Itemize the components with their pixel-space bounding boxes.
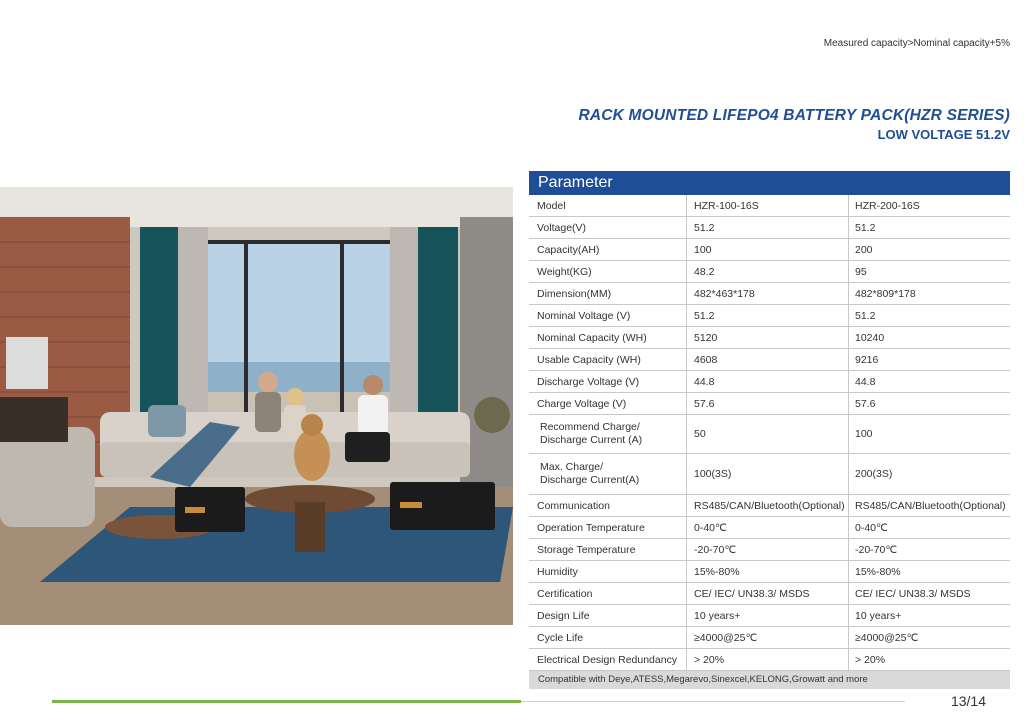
hzr-200-value: 10240 [855,331,885,344]
hzr-100-value: 10 years+ [687,605,849,626]
table-row [529,261,1010,283]
hzr-200-value: 51.2 [855,309,876,322]
table-row [529,561,1010,583]
table-row [529,627,1010,649]
hzr-100-value: 44.8 [687,371,849,392]
hzr-100-value: RS485/CAN/Bluetooth(Optional) [687,495,849,516]
table-row [529,217,1010,239]
hzr-200-value: 200(3S) [855,468,893,480]
table-row [529,371,1010,393]
row-label: Certification [529,583,687,604]
row-label: Dimension(MM) [529,283,687,304]
hzr-100-value: 15%-80% [687,561,849,582]
row-label: Charge Voltage (V) [529,393,687,414]
row-label: Cycle Life [529,627,687,648]
table-row [529,305,1010,327]
hzr-200-value: 200 [855,243,873,256]
hzr-100-value: ≥4000@25℃ [687,627,849,648]
row-label: Nominal Capacity (WH) [529,327,687,348]
hzr-200-value: RS485/CAN/Bluetooth(Optional) [855,499,1006,512]
row-label: Recommend Charge/ Discharge Current (A) [529,415,687,453]
parameter-table-body [529,195,1010,671]
hzr-200-value: 0-40℃ [855,521,888,534]
row-label: Nominal Voltage (V) [529,305,687,326]
hzr-100-value: 50 [687,415,849,453]
table-row [529,283,1010,305]
hzr-200-value: 57.6 [855,397,876,410]
hzr-200-value: 51.2 [855,221,876,234]
hzr-200-value: HZR-200-16S [855,199,920,212]
table-row [529,605,1010,627]
table-row [529,539,1010,561]
hzr-200-value: > 20% [855,653,886,666]
row-label: Electrical Design Redundancy [529,649,687,670]
row-label: Discharge Voltage (V) [529,371,687,392]
hzr-100-value: -20-70℃ [687,539,849,560]
hzr-200-value: 95 [855,265,867,278]
hzr-100-value: 0-40℃ [687,517,849,538]
row-label: Usable Capacity (WH) [529,349,687,370]
capacity-note: Measured capacity>Nominal capacity+5% [823,38,1010,49]
page-subtitle: LOW VOLTAGE 51.2V [877,127,1010,142]
table-row [529,649,1010,671]
row-label: Humidity [529,561,687,582]
row-label: Storage Temperature [529,539,687,560]
hzr-100-value: 482*463*178 [687,283,849,304]
hzr-200-value: 9216 [855,353,879,366]
hzr-100-value: HZR-100-16S [687,195,849,216]
row-label: Design Life [529,605,687,626]
row-label: Operation Temperature [529,517,687,538]
page-title: RACK MOUNTED LIFEPO4 BATTERY PACK(HZR SERIES) [578,107,1010,124]
hzr-100-value: 48.2 [687,261,849,282]
page-number: 13/14 [950,693,986,709]
page-progress-bar [52,700,521,703]
table-row [529,454,1010,495]
table-row [529,327,1010,349]
row-label: Weight(KG) [529,261,687,282]
table-row [529,349,1010,371]
hzr-100-value: CE/ IEC/ UN38.3/ MSDS [687,583,849,604]
hzr-100-value: 4608 [687,349,849,370]
hzr-100-value: 5120 [687,327,849,348]
hzr-200-value: 15%-80% [855,565,901,578]
living-room-photo [0,187,513,625]
parameter-table [529,171,1010,689]
hzr-200-value: ≥4000@25℃ [855,631,919,644]
table-row [529,239,1010,261]
table-row [529,583,1010,605]
hzr-100-value: > 20% [687,649,849,670]
table-row [529,195,1010,217]
table-row [529,517,1010,539]
hzr-200-value: 482*809*178 [855,287,916,300]
hzr-200-value: 10 years+ [855,609,902,622]
hzr-100-value: 51.2 [687,217,849,238]
hzr-100-value: 57.6 [687,393,849,414]
row-label: Voltage(V) [529,217,687,238]
hzr-200-value: CE/ IEC/ UN38.3/ MSDS [855,587,971,600]
hzr-200-value: 44.8 [855,375,876,388]
hzr-100-value: 100 [687,239,849,260]
hzr-200-value: -20-70℃ [855,543,898,556]
row-label: Communication [529,495,687,516]
table-row [529,393,1010,415]
row-label: Model [529,195,687,216]
table-row [529,415,1010,454]
hzr-100-value: 51.2 [687,305,849,326]
parameter-table-heading: Parameter [529,171,1010,195]
row-label: Capacity(AH) [529,239,687,260]
table-row [529,495,1010,517]
hzr-100-value: 100(3S) [687,454,849,494]
compatibility-note: Compatible with Deye,ATESS,Megarevo,Sinexcel,KELONG,Growatt and more [529,671,1010,689]
row-label: Max. Charge/ Discharge Current(A) [529,454,687,494]
hzr-200-value: 100 [855,428,873,440]
